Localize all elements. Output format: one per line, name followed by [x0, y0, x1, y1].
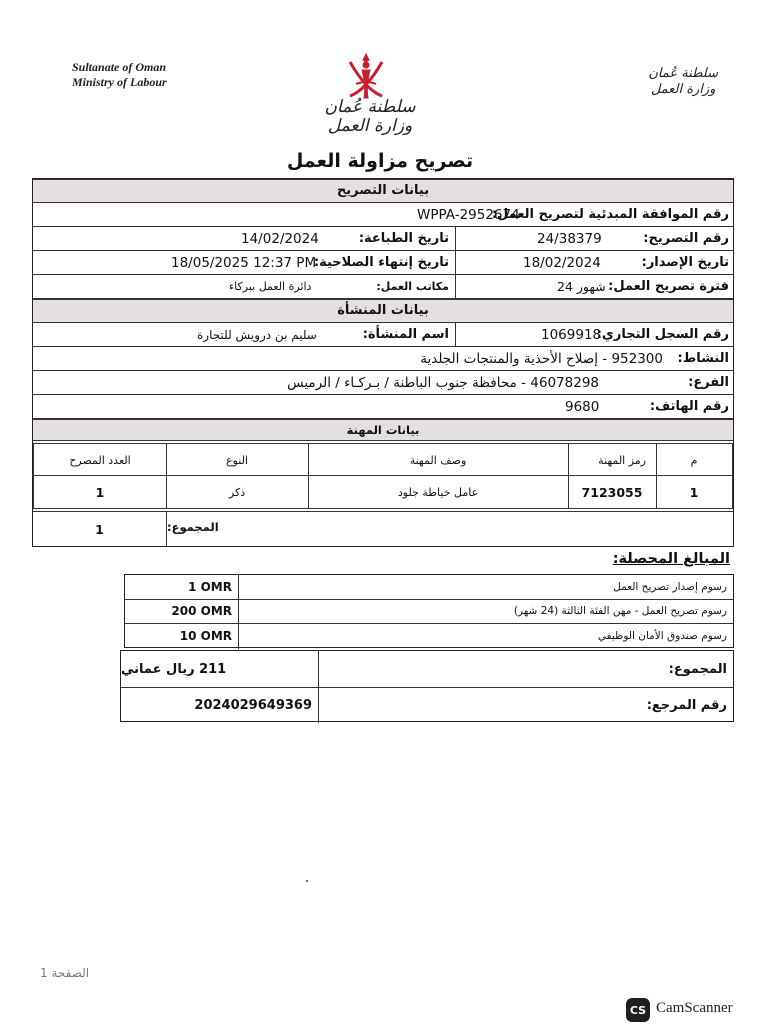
permit-section-title: بيانات التصريح	[33, 179, 733, 203]
col-header-description: وصف المهنة	[307, 443, 569, 477]
permit-period-label: فترة تصريح العمل:	[608, 279, 729, 294]
occupation-total-label: المجموع:	[167, 520, 219, 534]
issue-date-label: تاريخ الإصدار:	[641, 255, 729, 270]
phone-value: 9680	[565, 398, 600, 415]
cr-number-value: 1069918	[541, 326, 602, 343]
fees-total-table	[120, 650, 734, 722]
labour-office-label: مكاتب العمل:	[376, 280, 449, 293]
fee-row	[125, 575, 733, 600]
phone-row	[33, 395, 733, 419]
issue-date-row	[33, 251, 733, 275]
permit-period-row	[33, 275, 733, 299]
print-date-label: تاريخ الطباعة:	[358, 231, 449, 246]
ministry-en-text: Ministry of Labour	[72, 75, 167, 89]
col-header-index: م	[655, 443, 733, 477]
camscanner-watermark: CamScanner	[656, 1000, 733, 1016]
commercial-register-row	[33, 323, 733, 347]
branch-label: الفرع:	[688, 375, 729, 390]
col-header-type: النوع	[165, 443, 309, 477]
divider	[455, 227, 456, 250]
fees-total-label: المجموع:	[668, 661, 727, 677]
document-title: تصريح مزاولة العمل	[286, 150, 474, 172]
col-header-count: العدد المصرح	[33, 443, 167, 477]
phone-label: رقم الهاتف:	[649, 399, 729, 414]
ministry-english-name	[72, 60, 167, 90]
fee-description: رسوم إصدار تصريح العمل	[613, 580, 727, 593]
reference-value: 2024029649369	[121, 688, 319, 723]
print-date-value: 14/02/2024	[241, 230, 319, 247]
page-number: الصفحة 1	[40, 966, 90, 980]
occupation-row-index: 1	[655, 475, 733, 509]
fee-description: رسوم تصريح العمل - مهن الفئة الثالثة (24 شهر)	[513, 605, 727, 618]
establishment-section-title: بيانات المنشأة	[33, 299, 733, 323]
occupation-row-description: عامل خياطة جلود	[307, 475, 569, 509]
fees-table	[124, 574, 734, 648]
ministry-ar-right-text: وزارة العمل	[650, 82, 716, 97]
col-header-code: رمز المهنة	[567, 443, 657, 477]
expiry-date-label: تاريخ إنتهاء الصلاحية:	[313, 255, 449, 270]
reference-label: رقم المرجع:	[646, 698, 727, 713]
initial-approval-value: WPPA-2952674	[417, 206, 520, 223]
activity-row	[33, 347, 733, 371]
fee-description: رسوم صندوق الأمان الوظيفي	[597, 630, 727, 643]
ministry-ar-text: وزارة العمل	[327, 116, 413, 136]
permit-number-value: 24/38379	[537, 230, 602, 247]
occupation-total-value: 1	[33, 511, 167, 546]
sultanate-ar-right-text: سلطنة عُمان	[648, 66, 718, 81]
occupation-row-type: ذكر	[165, 475, 309, 509]
occupation-total-cell	[165, 511, 733, 546]
divider	[455, 251, 456, 274]
permit-form	[32, 178, 734, 547]
permit-period-value: شهور 24	[557, 279, 606, 294]
activity-label: النشاط:	[677, 351, 729, 366]
reference-row	[121, 687, 733, 723]
initial-approval-row	[33, 203, 733, 227]
permit-number-row	[33, 227, 733, 251]
fees-title: المبالغ المحصلة:	[612, 551, 730, 567]
divider	[455, 323, 456, 346]
labour-office-value: دائرة العمل ببركاء	[229, 280, 312, 293]
fee-row	[125, 600, 733, 625]
camscanner-logo-icon: CS	[626, 998, 650, 1022]
expiry-date-value: 18/05/2025 12:37 PM	[171, 254, 317, 271]
activity-value: 952300 - إصلاح الأحذية والمنتجات الجلدية	[420, 350, 663, 367]
initial-approval-label: رقم الموافقة المبدئية لتصريح العمل:	[491, 207, 729, 222]
fee-amount: 10 OMR	[125, 624, 239, 649]
occupation-section-title: بيانات المهنة	[33, 419, 733, 441]
fee-row	[125, 624, 733, 649]
establishment-name-value: سليم بن درويش للتجارة	[197, 327, 317, 342]
occupation-row-code: 7123055	[567, 475, 657, 509]
establishment-name-label: اسم المنشأة:	[362, 327, 449, 342]
issue-date-value: 18/02/2024	[523, 254, 601, 271]
fee-amount: 1 OMR	[125, 575, 239, 599]
sultanate-en-text: Sultanate of Oman	[72, 60, 167, 74]
oman-emblem-icon	[342, 50, 390, 102]
permit-number-label: رقم التصريح:	[643, 231, 729, 246]
sultanate-ar-text: سلطنة عُمان	[324, 97, 416, 117]
branch-value: 46078298 - محافظة جنوب الباطنة / بـركـاء / الرميس	[287, 374, 599, 391]
fees-total-row	[121, 651, 733, 687]
scan-speck	[306, 880, 308, 882]
fees-total-value: 211 ريال عماني	[121, 651, 319, 687]
divider	[455, 275, 456, 298]
occupation-row-count: 1	[33, 475, 167, 509]
cr-number-label: رقم السجل التجاري:	[596, 327, 729, 342]
branch-row	[33, 371, 733, 395]
ministry-arabic-right	[648, 66, 718, 98]
ministry-arabic-center	[300, 98, 440, 136]
fee-amount: 200 OMR	[125, 600, 239, 624]
